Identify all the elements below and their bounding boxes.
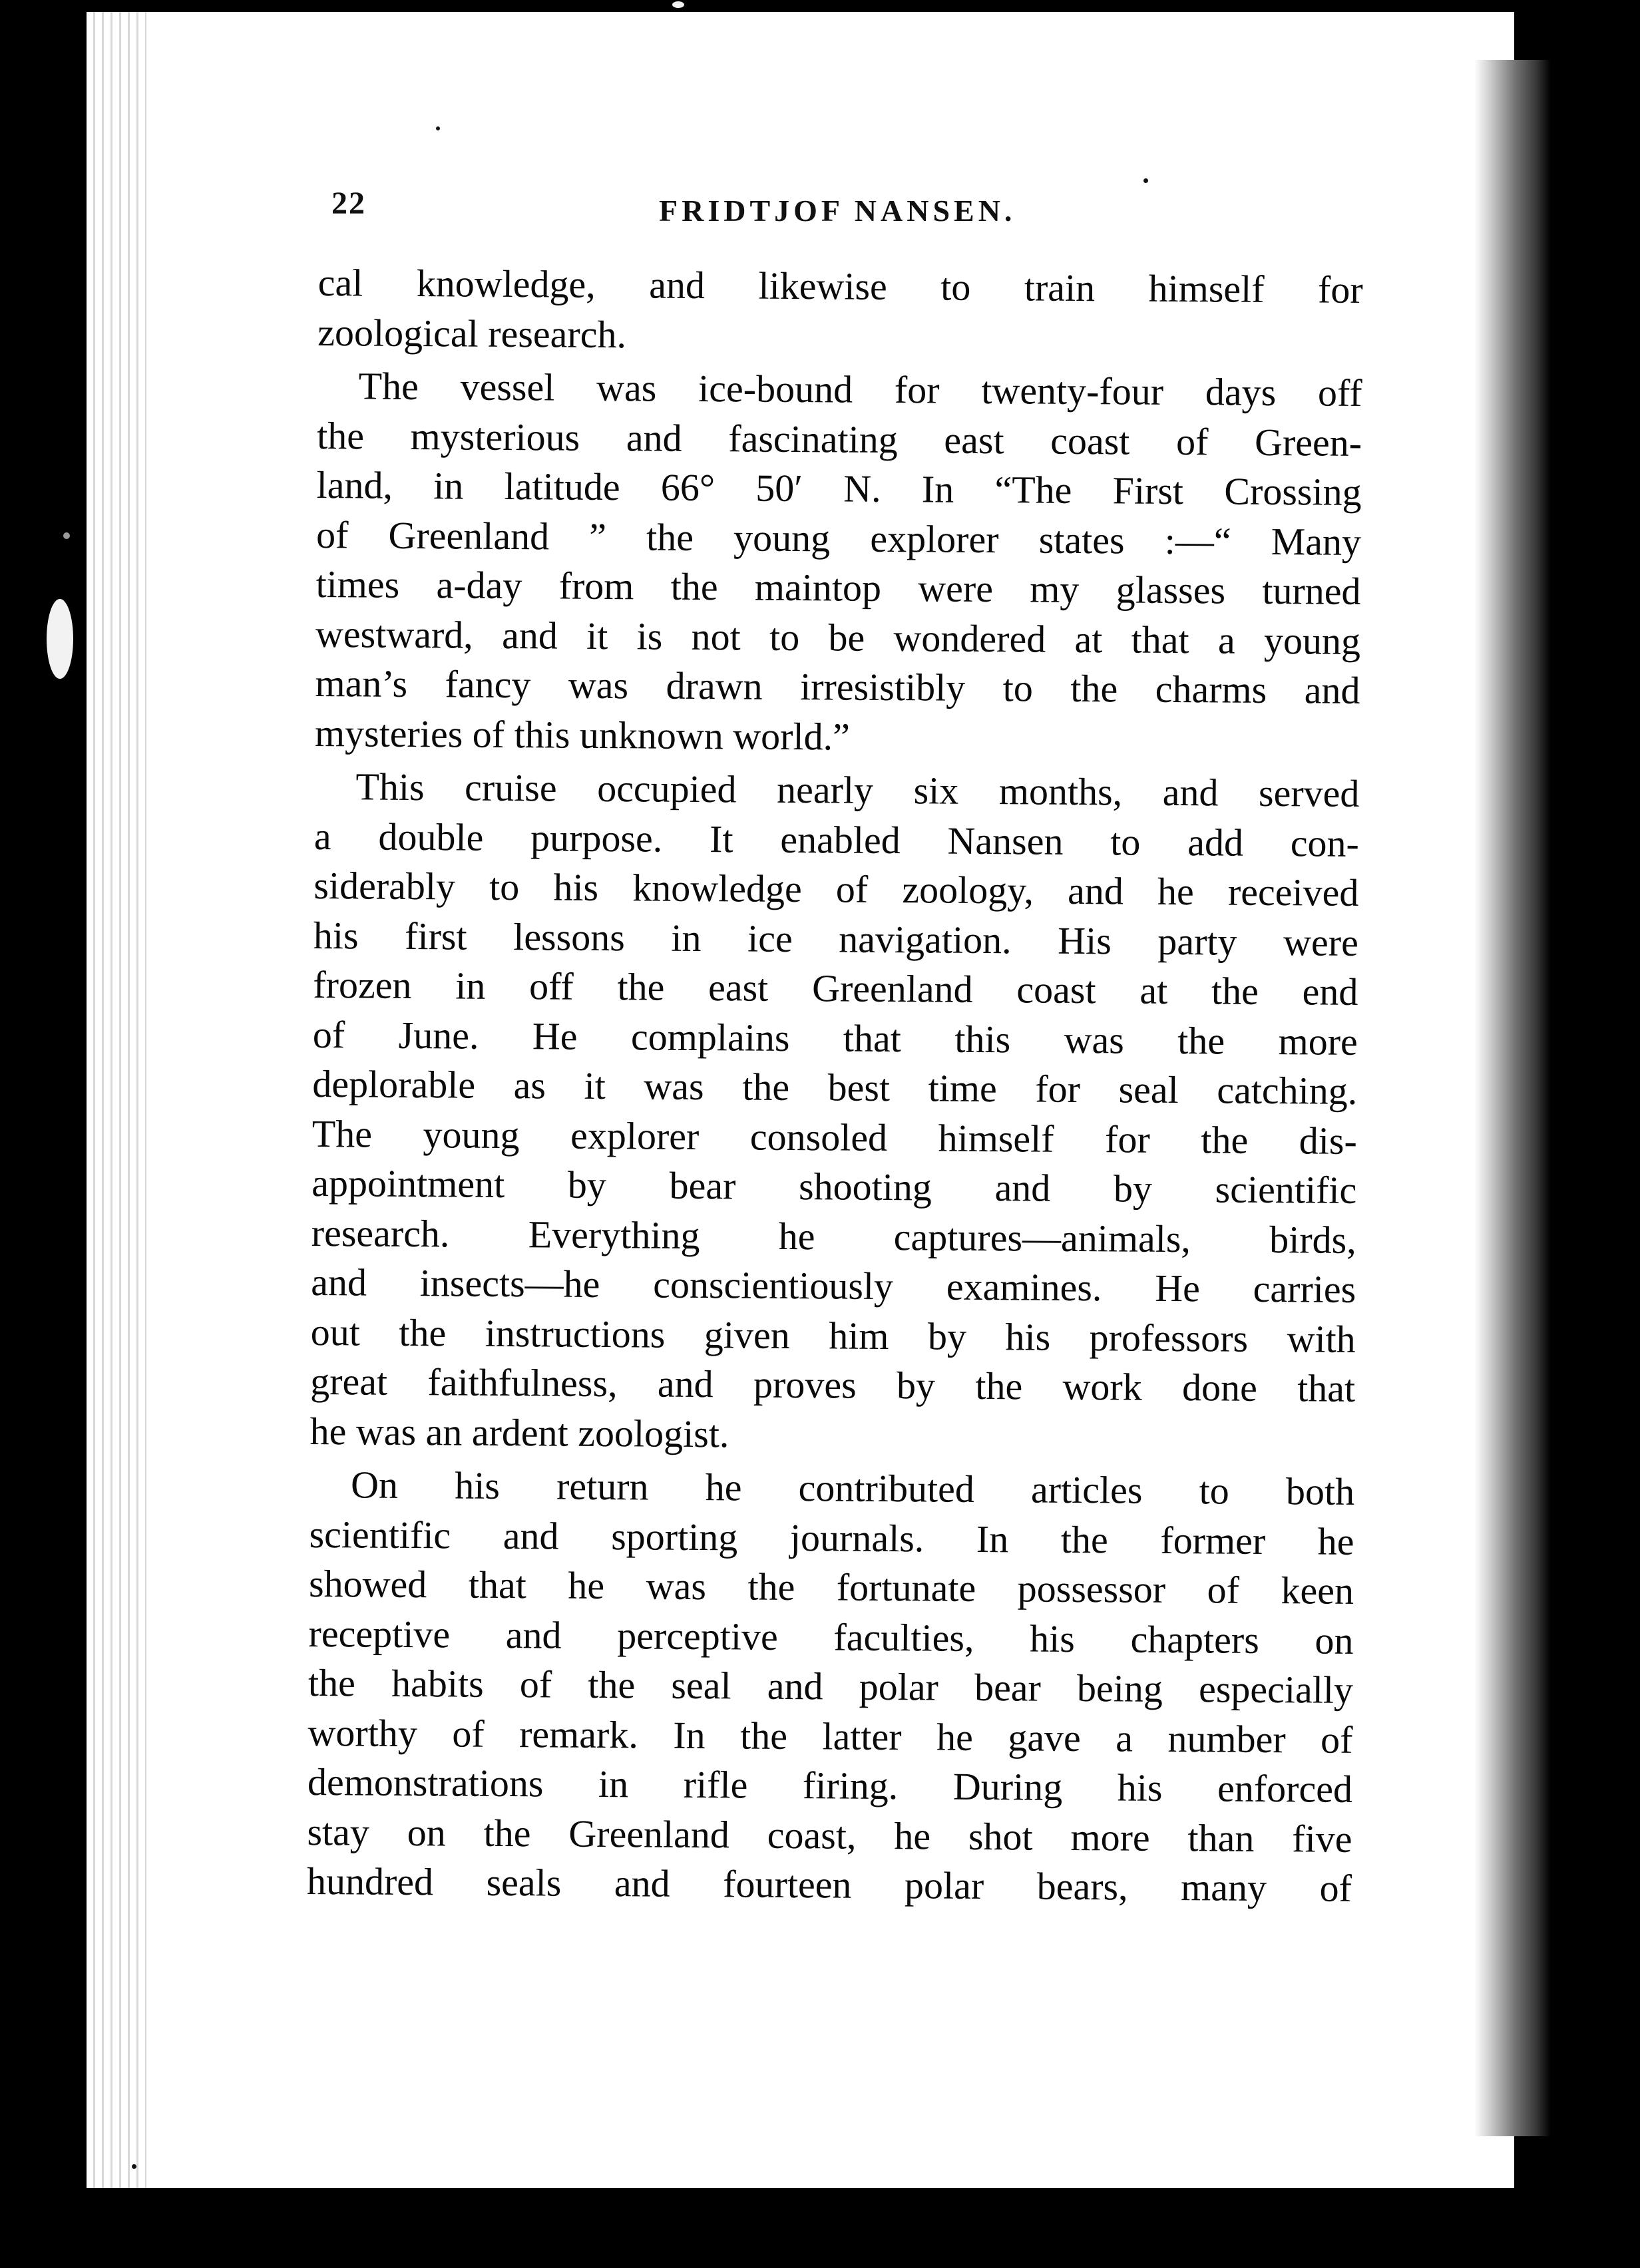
- scan-artifact: [672, 1, 684, 8]
- text-line: times a-day from the maintop were my glasses turned: [315, 562, 1361, 613]
- paragraph-3: [314, 762, 1359, 819]
- text-line: demonstrations in rifle firing. During his enforced: [307, 1760, 1353, 1811]
- ink-speck: [132, 2164, 136, 2169]
- text-line: scientific and sporting journals. In the former he: [309, 1512, 1354, 1563]
- paragraph-2: [317, 361, 1362, 418]
- body-text: [307, 258, 1363, 1913]
- text-line: research. Everything he captures—animals, birds,: [311, 1211, 1356, 1262]
- text-line: the mysterious and fascinating east coast of Green-: [316, 413, 1362, 465]
- text-line: This cruise occupied nearly six months, and served: [355, 765, 1360, 815]
- text-line: of Greenland ” the young explorer states :—“ Many: [315, 512, 1362, 564]
- paragraph-4-cont: [307, 1509, 1354, 1913]
- text-line: of June. He complains that this was the more: [312, 1012, 1358, 1063]
- text-line: deplorable as it was the best time for seal catching.: [312, 1061, 1358, 1113]
- text-line: worthy of remark. In the latter he gave a number of: [308, 1710, 1353, 1762]
- binding-shadow: [1474, 60, 1551, 2136]
- text-line: man’s fancy was drawn irresistibly to the charms and: [315, 661, 1360, 712]
- text-line: appointment by bear shooting and by scientific: [311, 1161, 1357, 1212]
- text-line: cal knowledge, and likewise to train himself for: [317, 260, 1363, 311]
- text-line: showed that he was the fortunate possessor of keen: [308, 1561, 1354, 1612]
- paragraph-3-cont: [309, 811, 1359, 1463]
- running-head: FRIDTJOF NANSEN.: [659, 194, 1016, 228]
- text-line: The young explorer consoled himself for the dis-: [311, 1111, 1358, 1163]
- page-number: 22: [331, 186, 366, 221]
- scan-artifact: [47, 599, 73, 679]
- text-line: receptive and perceptive faculties, his chapters on: [308, 1611, 1354, 1662]
- text-line: hundred seals and fourteen polar bears, many of: [306, 1859, 1352, 1910]
- paragraph-4: [309, 1460, 1354, 1517]
- text-line: a double purpose. It enabled Nansen to add con-: [313, 814, 1360, 865]
- text-line: his first lessons in ice navigation. His party were: [313, 913, 1359, 964]
- text-line: great faithfulness, and proves by the work done that: [309, 1359, 1356, 1410]
- text-line: and insects—he conscientiously examines. He carries: [311, 1260, 1356, 1311]
- text-line: The vessel was ice-bound for twenty-four days off: [358, 364, 1362, 415]
- scan-artifact: [63, 532, 70, 539]
- text-line: land, in latitude 66° 50′ N. In “The First Crossing: [316, 463, 1362, 514]
- paragraph-1: [317, 258, 1363, 365]
- text-line: the habits of the seal and polar bear being especially: [308, 1660, 1354, 1712]
- ink-speck: [436, 126, 440, 130]
- text-line: stay on the Greenland coast, he shot more than five: [307, 1809, 1352, 1861]
- paragraph-2-cont: [315, 411, 1362, 765]
- text-line: On his return he contributed articles to both: [350, 1463, 1355, 1513]
- text-line: zoological research.: [317, 310, 627, 356]
- text-line: westward, and it is not to be wondered at that a young: [315, 612, 1361, 663]
- text-line: he was an ardent zoologist.: [309, 1409, 729, 1455]
- text-line: mysteries of this unknown world.”: [314, 711, 851, 759]
- text-line: out the instructions given him by his professors with: [310, 1310, 1356, 1361]
- text-line: frozen in off the east Greenland coast at the end: [313, 962, 1358, 1014]
- text-line: siderably to his knowledge of zoology, and he received: [313, 863, 1359, 914]
- ink-speck: [1143, 178, 1148, 183]
